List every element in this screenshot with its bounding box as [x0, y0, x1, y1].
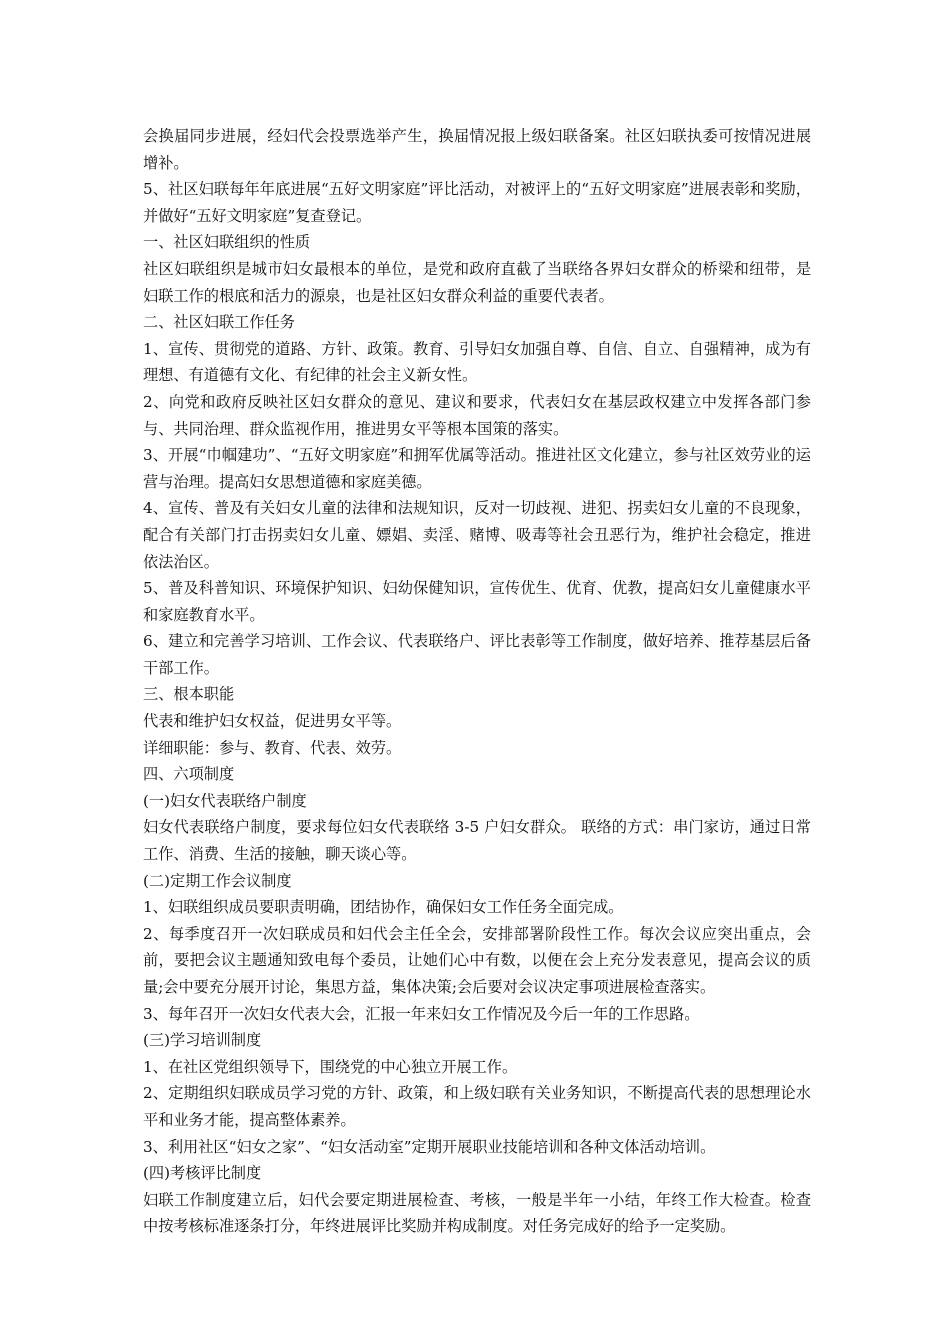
section-heading: 四、六项制度 [143, 765, 235, 784]
paragraph: 3、开展“巾帼建功”、“五好文明家庭”和拥军优属等活动。推进社区文化建立，参与社区效劳业的运营与治理。提高妇女思想道德和家庭美德。 [143, 446, 811, 491]
paragraph: 会换届同步进展，经妇代会投票选举产生，换届情况报上级妇联备案。社区妇联执委可按情况进展增补。 [143, 127, 811, 172]
subsection-heading: (四)考核评比制度 [143, 1164, 262, 1183]
section-heading: 三、根本职能 [143, 685, 235, 704]
paragraph: 2、每季度召开一次妇联成员和妇代会主任全会，安排部署阶段性工作。每次会议应突出重点，会前，要把会议主题通知致电每个委员，让她们心中有数，以便在会上充分发表意见，提高会议的质量;会中要充分展开讨论，集思方益，集体决策;会后要对会议决定事项进展检查落实。 [143, 924, 811, 996]
paragraph: 3、利用社区“妇女之家”、“妇女活动室”定期开展职业技能培训和各种文体活动培训。 [143, 1137, 716, 1156]
paragraph: 详细职能：参与、教育、代表、效劳。 [143, 738, 402, 757]
subsection-heading: (二)定期工作会议制度 [143, 871, 292, 890]
document-body [143, 123, 811, 1240]
paragraph: 4、宣传、普及有关妇女儿童的法律和法规知识，反对一切歧视、进犯、拐卖妇女儿童的不良现象，配合有关部门打击拐卖妇女儿童、嫖娼、卖淫、赌博、吸毒等社会丑恶行为，维护社会稳定，推进依法治区。 [143, 499, 811, 571]
paragraph: 1、宣传、贯彻党的道路、方针、政策。教育、引导妇女加强自尊、自信、自立、自强精神，成为有理想、有道德有文化、有纪律的社会主义新女性。 [143, 339, 811, 385]
paragraph: 1、在社区党组织领导下，围绕党的中心独立开展工作。 [143, 1057, 518, 1076]
paragraph: 代表和维护妇女权益，促进男女平等。 [143, 712, 402, 731]
paragraph: 1、妇联组织成员要职责明确，团结协作，确保妇女工作任务全面完成。 [143, 898, 624, 917]
paragraph: 5、普及科普知识、环境保护知识、妇幼保健知识，宣传优生、优育、优教，提高妇女儿童健康水平和家庭教育水平。 [143, 579, 811, 624]
paragraph: 社区妇联组织是城市妇女最根本的单位，是党和政府直截了当联络各界妇女群众的桥梁和纽带，是妇联工作的根底和活力的源泉，也是社区妇女群众利益的重要代表者。 [143, 259, 811, 305]
subsection-heading: (一)妇女代表联络户制度 [143, 791, 307, 810]
paragraph: 2、定期组织妇联成员学习党的方针、政策，和上级妇联有关业务知识，不断提高代表的思想理论水平和业务才能，提高整体素养。 [143, 1084, 811, 1129]
paragraph: 3、每年召开一次妇女代表大会，汇报一年来妇女工作情况及今后一年的工作思路。 [143, 1004, 700, 1023]
section-heading: 二、社区妇联工作任务 [143, 313, 295, 332]
section-heading: 一、社区妇联组织的性质 [143, 233, 311, 252]
paragraph: 妇联工作制度建立后，妇代会要定期进展检查、考核，一般是半年一小结，年终工作大检查。检查中按考核标准逐条打分，年终进展评比奖励并构成制度。对任务完成好的给予一定奖励。 [143, 1190, 811, 1236]
paragraph: 6、建立和完善学习培训、工作会议、代表联络户、评比表彰等工作制度，做好培养、推荐基层后备干部工作。 [143, 632, 811, 677]
paragraph: 2、向党和政府反映社区妇女群众的意见、建议和要求，代表妇女在基层政权建立中发挥各部门参与、共同治理、群众监视作用，推进男女平等根本国策的落实。 [143, 392, 811, 438]
paragraph: 5、社区妇联每年年底进展“五好文明家庭”评比活动，对被评上的“五好文明家庭”进展表彰和奖励，并做好“五好文明家庭”复查登记。 [143, 180, 811, 225]
paragraph: 妇女代表联络户制度，要求每位妇女代表联络 3-5 户妇女群众。 联络的方式：串门家访，通过日常工作、消费、生活的接触，聊天谈心等。 [143, 818, 811, 864]
subsection-heading: (三)学习培训制度 [143, 1031, 262, 1050]
